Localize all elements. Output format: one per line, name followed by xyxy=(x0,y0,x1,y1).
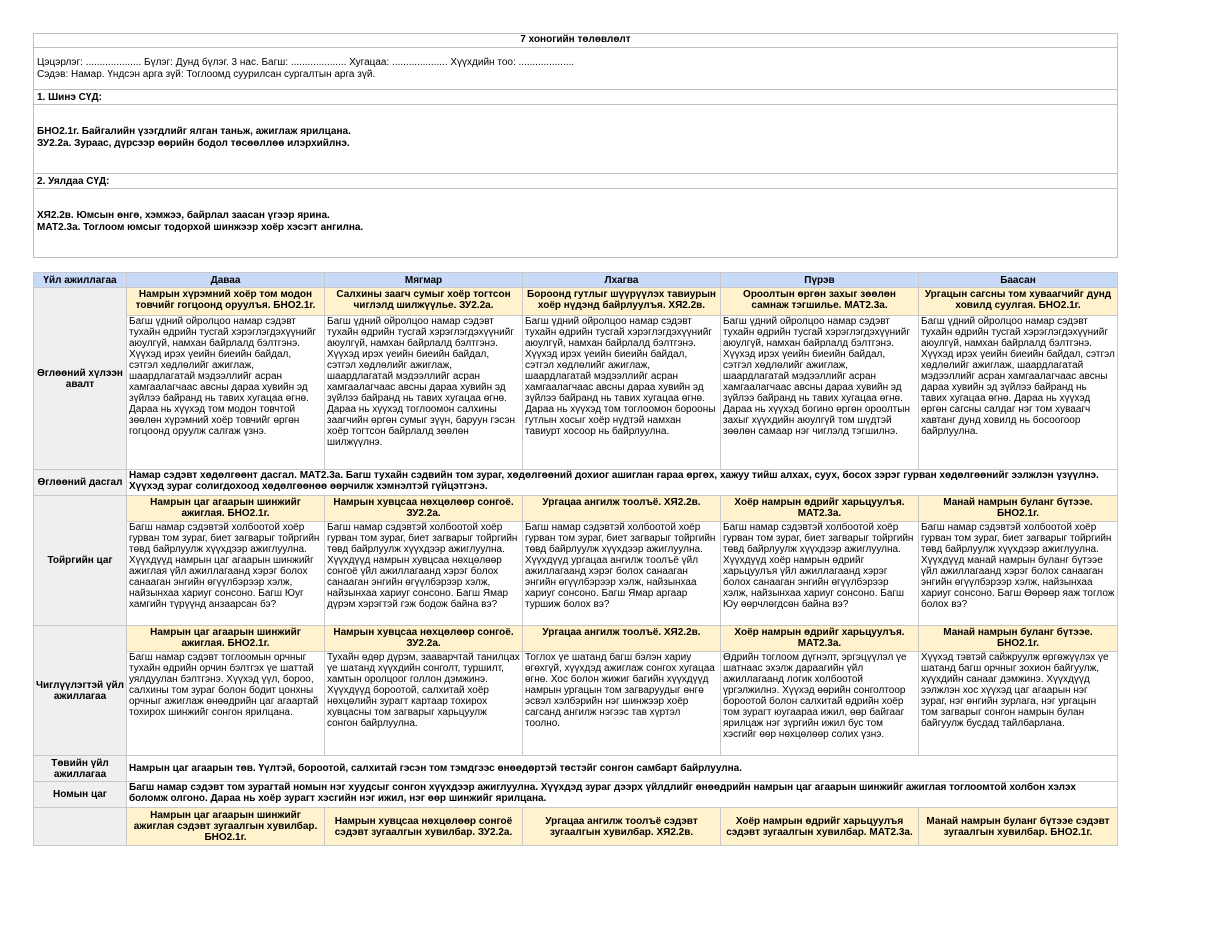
connected-objectives xyxy=(34,189,1117,257)
activity-description: Тухайн өдөр дүрэм, зааварчтай танилцах үе шатанд хүүхдийн сонголт, туршилт, хамтын оролцоог голлон дэмжинэ. Хүүхдүүд бороотой, салхитай хоёр нөхцөлийн зурагт картаар тохирох хувцасны том загварыг харьцуулж сонгон байрлуулна. xyxy=(325,652,523,756)
activity-description: Багш үдний ойролцоо намар сэдэвт тухайн өдрийн тусгай хэрэглэгдэхүүнийг аюулгүй, намхан байрлалд бэлтгэнэ. Хүүхэд ирэх үеийн биеийн байдал, сэтгэл хөдлөлийг ажиглаж, шаардлагатай мэдээллийг асран хамгаалагчаас авсны дараа хувийн эд зүйлээ байранд нь тавих хугацаа өгнө. Дараа нь хүүхэд өргөн сагсны салдаг нэг том хуваагч хавтанг дунд ховилд нь босоогоор байрлуулна. xyxy=(919,316,1118,470)
activity-title: Хоёр намрын өдрийг харьцуулъя. МАТ2.3а. xyxy=(721,626,919,652)
objective-line: МАТ2.3а. Тоглоом юмсыг тодорхой шинжээр хоёр хэсэгт ангилна. xyxy=(37,222,364,233)
activity-title: Ургацын сагсны том хуваагчийг дунд ховилд суулгая. БНО2.1г. xyxy=(919,288,1118,316)
activity-description: Тоглох үе шатанд багш бэлэн хариу өгөхгүй, хүүхдэд ажиглаж сонгох хугацаа өгнө. Хос болон жижиг багийн хүүхдүүд намрын ургацын том загваруудыг өнгө эсвэл хэлбэрийн нэг шинжээр хоёр сагсанд ангилж нэгээс тав хүртэл тоолно. xyxy=(523,652,721,756)
column-header-day: Мягмар xyxy=(325,273,523,288)
activity-title: Намрын хувцсаа нөхцөлөөр сонгоё. ЗУ2.2а. xyxy=(325,496,523,522)
activity-title: Бороонд гутлыг шүүрүүлэх тавиурын хоёр нүдэнд байрлуулъя. ХЯ2.2в. xyxy=(523,288,721,316)
activity-title: Ургацаа ангилж тоолъё. ХЯ2.2в. xyxy=(523,496,721,522)
activity-description: Өдрийн тоглоом дүгнэлт, эргэцүүлэл үе шатнаас эхэлж дараагийн үйл ажиллагаанд логик холбоотой үргэлжилнэ. Хүүхэд өөрийн сонголтоор бороотой болон салхитай өдрийн хоёр том зурагт юугаараа ижил, өөр байгааг ярилцаж нэг зүргийн ижил бус том хэсгийг өөр нөхцөлөөр солих үзнэ. xyxy=(721,652,919,756)
row-label-exercise: Өглөөний дасгал xyxy=(34,470,127,496)
table-header-row xyxy=(34,273,1118,288)
activity-title: Хоёр намрын өдрийг харьцуулъя сэдэвт зугаалгын хувилбар. МАТ2.3а. xyxy=(721,808,919,846)
activity-description: Багш үдний ойролцоо намар сэдэвт тухайн өдрийн тусгай хэрэглэгдэхүүнийг аюулгүй, намхан байрлалд бэлтгэнэ. Хүүхэд ирэх үеийн биеийн байдал, сэтгэл хөдлөлийг ажиглаж, шаардлагатай мэдээллийг асран хамгаалагчаас авсны дараа хувийн эд зүйлээ байранд нь тавих хугацаа өгнө. Дараа нь хүүхэд тоглоомон салхины заагчийн өргөн сумыг зүүн, баруун гэсэн хоёр тогтсон байрлалд зөөлөн шилжүүлнэ. xyxy=(325,316,523,470)
activity-description: Хүүхэд тэвтэй сайжруулж өргөжүүлэх үе шатанд багш орчныг зохион байгуулж, хүүхдийн санааг дэмжинэ. Хүүхдүүд ээлжлэн хос хүүхэд цаг агаарын нэг зураг, нэг өнгийн зурлага, нэг ургацын том загварыг сонгон намрын булан байгуулж бусдад тайлбарлана. xyxy=(919,652,1118,756)
plan-topic-line: Сэдэв: Намар. Үндсэн арга зүй: Тоглоомд суурилсан сургалтын арга зүй. xyxy=(37,69,376,80)
row-label-drawing xyxy=(34,808,127,846)
objective-line: ЗУ2.2а. Зураас, дүрсээр өөрийн бодол төсөөллөө илэрхийлнэ. xyxy=(37,138,350,149)
row-label-central: Төвийн үйл ажиллагаа xyxy=(34,756,127,782)
activity-title: Намрын хувцсаа нөхцөлөөр сонгоё. ЗУ2.2а. xyxy=(325,626,523,652)
drawing-row xyxy=(34,808,1118,846)
row-label-reading: Номын цаг xyxy=(34,782,127,808)
new-objectives-label: 1. Шинэ СҮД: xyxy=(34,90,1117,105)
column-header-day: Баасан xyxy=(919,273,1118,288)
plan-header xyxy=(33,33,1118,258)
activity-title: Намрын цаг агаарын шинжийг ажиглая сэдэвт зугаалгын хувилбар. БНО2.1г. xyxy=(127,808,325,846)
activity-description: Багш намар сэдэвт тоглоомын орчныг тухайн өдрийн орчин бэлтгэх үе шаттай уялдуулан бэлтгэнэ. Хүүхэд үүл, бороо, салхины том зураг болон бодит цонхны орчныг ажиглаж өнөөдрийн цаг агаартай тохирох шинжийг сонгон ярилцана. xyxy=(127,652,325,756)
connected-objectives-label: 2. Уялдаа СҮД: xyxy=(34,174,1117,189)
central-row xyxy=(34,756,1118,782)
activity-description: Багш үдний ойролцоо намар сэдэвт тухайн өдрийн тусгай хэрэглэгдэхүүнийг аюулгүй, намхан байрлалд бэлтгэнэ. Хүүхэд ирэх үеийн биеийн байдал, сэтгэл хөдлөлийг ажиглаж, шаардлагатай мэдээллийг асран хамгаалагчаас авсны дараа хувийн эд зүйлээ байранд нь тавих хугацаа өгнө. Дараа нь хүүхэд богино өргөн ороолтын захыг хүүхдийн аюулгүй том шүдтэй зөөлөн самаар нэг чиглэлд тэгшилнэ. xyxy=(721,316,919,470)
circle-titles-row xyxy=(34,496,1118,522)
reading-row xyxy=(34,782,1118,808)
column-header-day: Даваа xyxy=(127,273,325,288)
activity-title: Намрын цаг агаарын шинжийг ажиглая. БНО2.1г. xyxy=(127,496,325,522)
morning-titles-row xyxy=(34,288,1118,316)
choice-titles-row xyxy=(34,626,1118,652)
activity-title: Ургацаа ангилж тоолъё. ХЯ2.2в. xyxy=(523,626,721,652)
activity-title: Ургацаа ангилж тоолъё сэдэвт зугаалгын хувилбар. ХЯ2.2в. xyxy=(523,808,721,846)
activity-title: Хоёр намрын өдрийг харьцуулъя. МАТ2.3а. xyxy=(721,496,919,522)
central-description: Намрын цаг агаарын төв. Үүлтэй, бороотой, салхитай гэсэн том тэмдгээс өнөөдөртэй төстэйг сонгон самбарт байрлуулна. xyxy=(127,756,1118,782)
activity-description: Багш намар сэдэвтэй холбоотой хоёр гурван том зураг, биет загварыг тойргийн төвд байрлуулж хүүхдээр ажиглуулна. Хүүхдүүд манай намрын буланг бүтээе үйл ажиллагаанд хэрэг болох санааган энгийн өгүүлбэрээр хэлж, найзынхаа хариуг сонсоно. Багш Өөрөөр яаж тоглож болох вэ? xyxy=(919,522,1118,626)
activity-title: Салхины заагч сумыг хоёр тогтсон чиглэлд шилжүүлье. ЗУ2.2а. xyxy=(325,288,523,316)
circle-text-row xyxy=(34,522,1118,626)
activity-title: Ороолтын өргөн захыг зөөлөн самнаж тэгшилье. МАТ2.3а. xyxy=(721,288,919,316)
morning-text-row xyxy=(34,316,1118,470)
page-title: 7 хоногийн төлөвлөлт xyxy=(34,34,1117,48)
activity-description: Багш намар сэдэвтэй холбоотой хоёр гурван том зураг, биет загварыг тойргийн төвд байрлуулж хүүхдээр ажиглуулна. Хүүхдүүд намрын хувцсаа нөхцөлөөр сонгоё үйл ажиллагаанд хэрэг болох санааган энгийн өгүүлбэрээр хэлж, найзынхаа хариуг сонсоно. Багш Ямар дүрэм хэрэгтэй гэж бодож байна вэ? xyxy=(325,522,523,626)
activity-description: Багш үдний ойролцоо намар сэдэвт тухайн өдрийн тусгай хэрэглэгдэхүүнийг аюулгүй, намхан байрлалд бэлтгэнэ. Хүүхэд ирэх үеийн биеийн байдал, сэтгэл хөдлөлийг ажиглаж, шаардлагатай мэдээллийг асран хамгаалагчаас авсны дараа хувийн эд зүйлээ байранд нь тавих хугацаа өгнө. Дараа нь хүүхэд том тоглоомон борооны гутлын хосыг хоёр нүдтэй намхан тавиурт хосоор нь байрлуулна. xyxy=(523,316,721,470)
exercise-description: Намар сэдэвт хөдөлгөөнт дасгал. МАТ2.3а. Багш тухайн сэдвийн том зураг, хөдөлгөөний дохиог ашиглан гараа өргөх, хажуу тийш алхах, суух, босох зэрэг гурван хөдөлгөөнийг ээлжлэн үзүүлнэ. Хүүхэд зураг солигдохоод хөдөлгөөнөө өөрчилж хэмнэлтэй гүйцэтгэнэ. xyxy=(127,470,1118,496)
reading-description: Багш намар сэдэвт том зурагтай номын нэг хуудсыг сонгон хүүхдээр ажиглуулна. Хүүхдэд зураг дээрх үйлдлийг өнөөдрийн намрын цаг агаарын шинжийг ажиглая тоглоомтой холбон хэлэх боломж олгоно. Дараа нь хоёр зурагт хэсгийн нэг ижил, нэг өөр шинжийг ярилцана. xyxy=(127,782,1118,808)
activity-description: Багш намар сэдэвтэй холбоотой хоёр гурван том зураг, биет загварыг тойргийн төвд байрлуулж хүүхдээр ажиглуулна. Хүүхдүүд намрын цаг агаарын шинжийг ажиглая үйл ажиллагаанд хэрэг болох санааган энгийн өгүүлбэрээр хэлж, найзынхаа хариуг сонсоно. Багш Юуг хамгийн түрүүнд анзаарсан бэ? xyxy=(127,522,325,626)
activity-title: Намрын хүрэмний хоёр том модон товчийг гогцоонд оруулъя. БНО2.1г. xyxy=(127,288,325,316)
objective-line: ХЯ2.2в. Юмсын өнгө, хэмжээ, байрлал заасан үгээр ярина. xyxy=(37,210,330,221)
activity-title: Манай намрын буланг бүтээе. БНО2.1г. xyxy=(919,626,1118,652)
activity-description: Багш үдний ойролцоо намар сэдэвт тухайн өдрийн тусгай хэрэглэгдэхүүнийг аюулгүй, намхан байрлалд бэлтгэнэ. Хүүхэд ирэх үеийн биеийн байдал, сэтгэл хөдлөлийг ажиглаж, шаардлагатай мэдээллийг асран хамгаалагчаас авсны дараа хувийн эд зүйлээ байранд нь тавих хугацаа өгнө. Дараа нь хүүхэд том модон товчтой зөөлөн хүрэмний хоёр товчийг өргөн гогцоонд оруулж салгаж үзнэ. xyxy=(127,316,325,470)
weekly-plan-table xyxy=(33,272,1118,846)
row-label-choice: Чиглүүлэгтэй үйл ажиллагаа xyxy=(34,626,127,756)
new-objectives xyxy=(34,105,1117,174)
column-header-activity: Үйл ажиллагаа xyxy=(34,273,127,288)
column-header-day: Лхагва xyxy=(523,273,721,288)
choice-text-row xyxy=(34,652,1118,756)
row-label-circle: Тойргийн цаг xyxy=(34,496,127,626)
exercise-row xyxy=(34,470,1118,496)
plan-info xyxy=(34,48,1117,90)
row-label-morning: Өглөөний хүлээн авалт xyxy=(34,288,127,470)
activity-description: Багш намар сэдэвтэй холбоотой хоёр гурван том зураг, биет загварыг тойргийн төвд байрлуулж хүүхдээр ажиглуулна. Хүүхдүүд хоёр намрын өдрийг харьцуулъя үйл ажиллагаанд хэрэг болох санааган энгийн өгүүлбэрээр хэлж, найзынхаа хариуг сонсоно. Багш Юу өөрчлөгдсөн байна вэ? xyxy=(721,522,919,626)
activity-title: Манай намрын буланг бүтээе. БНО2.1г. xyxy=(919,496,1118,522)
activity-title: Намрын хувцсаа нөхцөлөөр сонгоё сэдэвт зугаалгын хувилбар. ЗУ2.2а. xyxy=(325,808,523,846)
column-header-day: Пүрэв xyxy=(721,273,919,288)
objective-line: БНО2.1г. Байгалийн үзэгдлийг ялган таньж, ажиглаж ярилцана. xyxy=(37,126,351,137)
activity-description: Багш намар сэдэвтэй холбоотой хоёр гурван том зураг, биет загварыг тойргийн төвд байрлуулж хүүхдээр ажиглуулна. Хүүхдүүд ургацаа ангилж тоолъё үйл ажиллагаанд хэрэг болох санааган энгийн өгүүлбэрээр хэлж, найзынхаа хариуг сонсоно. Багш Ямар аргаар туршиж болох вэ? xyxy=(523,522,721,626)
activity-title: Намрын цаг агаарын шинжийг ажиглая. БНО2.1г. xyxy=(127,626,325,652)
plan-info-line: Цэцэрлэг: .................... Бүлэг: Дунд бүлэг. 3 нас. Багш: .................... Хугацаа: .................... Хүүхдийн тоо: .................... xyxy=(37,57,575,68)
activity-title: Манай намрын буланг бүтээе сэдэвт зугаалгын хувилбар. БНО2.1г. xyxy=(919,808,1118,846)
